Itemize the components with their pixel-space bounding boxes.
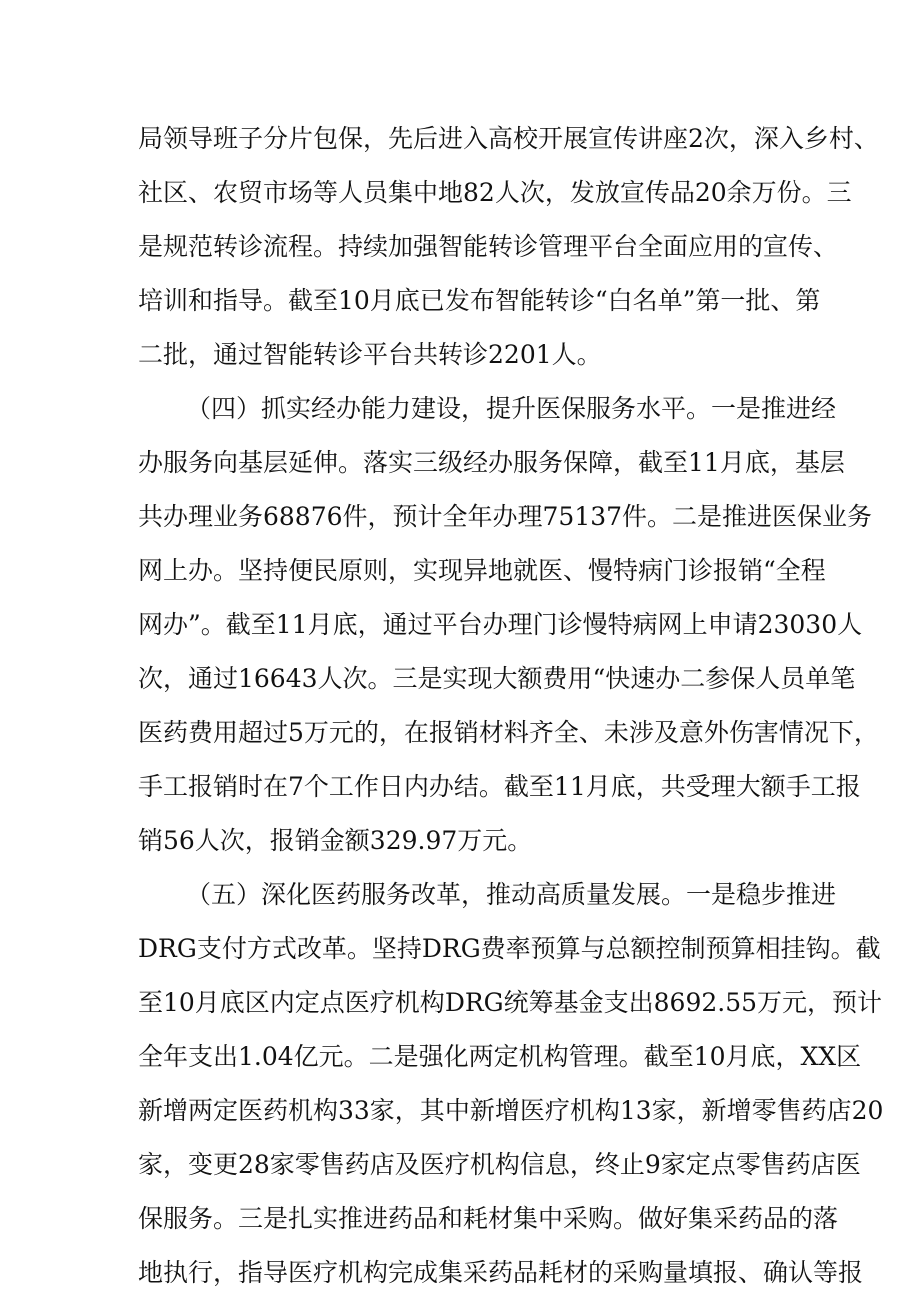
- paragraph-line: 网上办。坚持便民原则，实现异地就医、慢特病门诊报销“全程: [138, 556, 826, 585]
- paragraph-line: 培训和指导。截至10月底已发布智能转诊“白名单”第一批、第: [138, 286, 821, 315]
- paragraph-1: [138, 112, 879, 382]
- paragraph-2: [138, 382, 879, 868]
- paragraph-line: 手工报销时在7个工作日内办结。截至11月底，共受理大额手工报: [138, 772, 861, 801]
- paragraph-line: 至10月底区内定点医疗机构DRG统筹基金支出8692.55万元，预计: [138, 988, 883, 1017]
- paragraph-line: 二批，通过智能转诊平台共转诊2201人。: [138, 340, 602, 369]
- paragraph-line: 家，变更28家零售药店及医疗机构信息，终止9家定点零售药店医: [138, 1150, 861, 1179]
- paragraph-line: 地执行，指导医疗机构完成集采药品耗材的采购量填报、确认等报: [138, 1258, 864, 1287]
- paragraph-line: 是规范转诊流程。持续加强智能转诊管理平台全面应用的宣传、: [138, 232, 839, 261]
- paragraph-line: 共办理业务68876件，预计全年办理75137件。二是推进医保业务: [138, 502, 873, 531]
- document-body: [138, 112, 884, 1300]
- paragraph-line: 办服务向基层延伸。落实三级经办服务保障，截至11月底，基层: [138, 448, 845, 477]
- paragraph-3: [138, 868, 884, 1300]
- paragraph-line: 社区、农贸市场等人员集中地82人次，发放宣传品20余万份。三: [138, 178, 852, 207]
- paragraph-line: 网办”。截至11月底，通过平台办理门诊慢特病网上申请23030人: [138, 610, 863, 639]
- paragraph-line: 医药费用超过5万元的，在报销材料齐全、未涉及意外伤害情况下，: [138, 718, 879, 747]
- paragraph-line: 全年支出1.04亿元。二是强化两定机构管理。截至10月底，XX区: [138, 1042, 862, 1071]
- paragraph-line: DRG支付方式改革。坚持DRG费率预算与总额控制预算相挂钩。截: [138, 934, 881, 963]
- paragraph-heading-line: （四）抓实经办能力建设，提升医保服务水平。一是推进经: [186, 394, 837, 423]
- paragraph-line: 保服务。三是扎实推进药品和耗材集中采购。做好集采药品的落: [138, 1204, 839, 1233]
- paragraph-line: 新增两定医药机构33家，其中新增医疗机构13家，新增零售药店20: [138, 1096, 884, 1125]
- paragraph-heading-line: （五）深化医药服务改革，推动高质量发展。一是稳步推进: [186, 880, 837, 909]
- paragraph-line: 销56人次，报销金额329.97万元。: [138, 826, 533, 855]
- paragraph-line: 次，通过16643人次。三是实现大额费用“快速办二参保人员单笔: [138, 664, 856, 693]
- paragraph-line: 局领导班子分片包保，先后进入高校开展宣传讲座2次，深入乡村、: [138, 124, 879, 153]
